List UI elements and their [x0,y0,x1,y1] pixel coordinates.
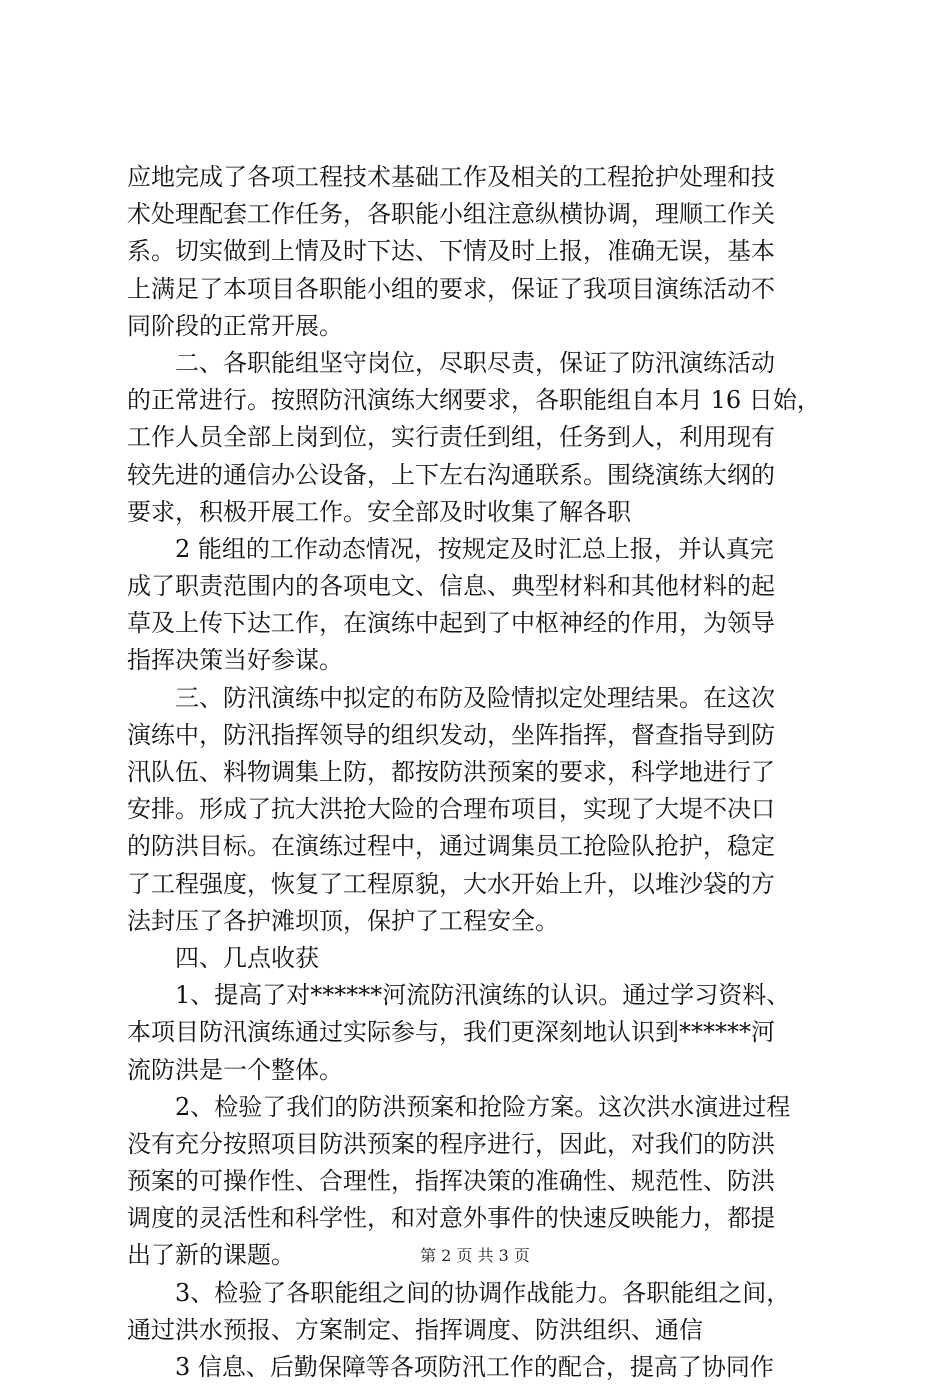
body-text-line: 2、检验了我们的防洪预案和抢险方案。这次洪水演进过程 [127,1092,791,1121]
body-text-line: 法封压了各护滩坝顶，保护了工程安全。 [127,906,559,935]
body-text-line: 指挥决策当好参谋。 [127,646,343,675]
body-text-line: 没有充分按照项目防洪预案的程序进行，因此，对我们的防洪 [127,1129,775,1158]
body-text-line: 本项目防汛演练通过实际参与，我们更深刻地认识到******河 [127,1018,775,1047]
body-text-line: 1、提高了对******河流防汛演练的认识。通过学习资料、 [127,981,791,1010]
body-text-line: 应地完成了各项工程技术基础工作及相关的工程抢护处理和技 [127,163,775,191]
body-text-line: 系。切实做到上情及时下达、下情及时上报，准确无误，基本 [127,237,775,266]
body-text-line: 四、几点收获 [127,943,319,972]
body-text-line: 上满足了本项目各职能小组的要求，保证了我项目演练活动不 [127,274,775,303]
body-text-line: 2 能组的工作动态情况，按规定及时汇总上报，并认真完 [127,534,774,563]
body-text-line: 二、各职能组坚守岗位，尽职尽责，保证了防汛演练活动 [127,348,775,377]
body-text-line: 预案的可操作性、合理性，指挥决策的准确性、规范性、防洪 [127,1167,775,1196]
body-text-line: 通过洪水预报、方案制定、指挥调度、防洪组织、通信 [127,1315,703,1344]
body-text-line: 出了新的课题。 [127,1241,295,1270]
body-text-line: 汛队伍、料物调集上防，都按防洪预案的要求，科学地进行了 [127,758,775,786]
body-text-line: 较先进的通信办公设备，上下左右沟通联系。围绕演练大纲的 [127,460,775,489]
body-text-line: 三、防汛演练中拟定的布防及险情拟定处理结果。在这次 [127,683,775,712]
body-text-line: 演练中，防汛指挥领导的组织发动，坐阵指挥，督查指导到防 [127,720,775,749]
body-text-line: 3、检验了各职能组之间的协调作战能力。各职能组之间， [127,1278,791,1307]
body-text-line: 安排。形成了抗大洪抢大险的合理布项目，实现了大堤不决口 [127,795,775,824]
body-text-line: 了工程强度，恢复了工程原貌，大水开始上升，以堆沙袋的方 [127,869,775,898]
body-text-line: 工作人员全部上岗到位，实行责任到组，任务到人，利用现有 [127,423,775,452]
body-text-line: 的正常进行。按照防汛演练大纲要求，各职能组自本月 16 日始， [127,386,821,415]
page-footer: 第 2 页 共 3 页 [420,1246,530,1265]
body-text-line: 3 信息、后勤保障等各项防汛工作的配合，提高了协同作 [127,1353,774,1381]
body-text-line: 成了职责范围内的各项电文、信息、典型材料和其他材料的起 [127,572,775,601]
body-text-line: 流防洪是一个整体。 [127,1055,343,1084]
body-text-line: 调度的灵活性和科学性，和对意外事件的快速反映能力，都提 [127,1204,775,1233]
body-text-line: 草及上传下达工作，在演练中起到了中枢神经的作用，为领导 [127,609,775,638]
document-body [127,159,837,1386]
body-text-line: 术处理配套工作任务，各职能小组注意纵横协调，理顺工作关 [127,200,775,229]
body-text-line: 的防洪目标。在演练过程中，通过调集员工抢险队抢护，稳定 [127,832,775,861]
body-text-line: 同阶段的正常开展。 [127,311,343,340]
body-text-line: 要求，积极开展工作。安全部及时收集了解各职 [127,497,631,526]
